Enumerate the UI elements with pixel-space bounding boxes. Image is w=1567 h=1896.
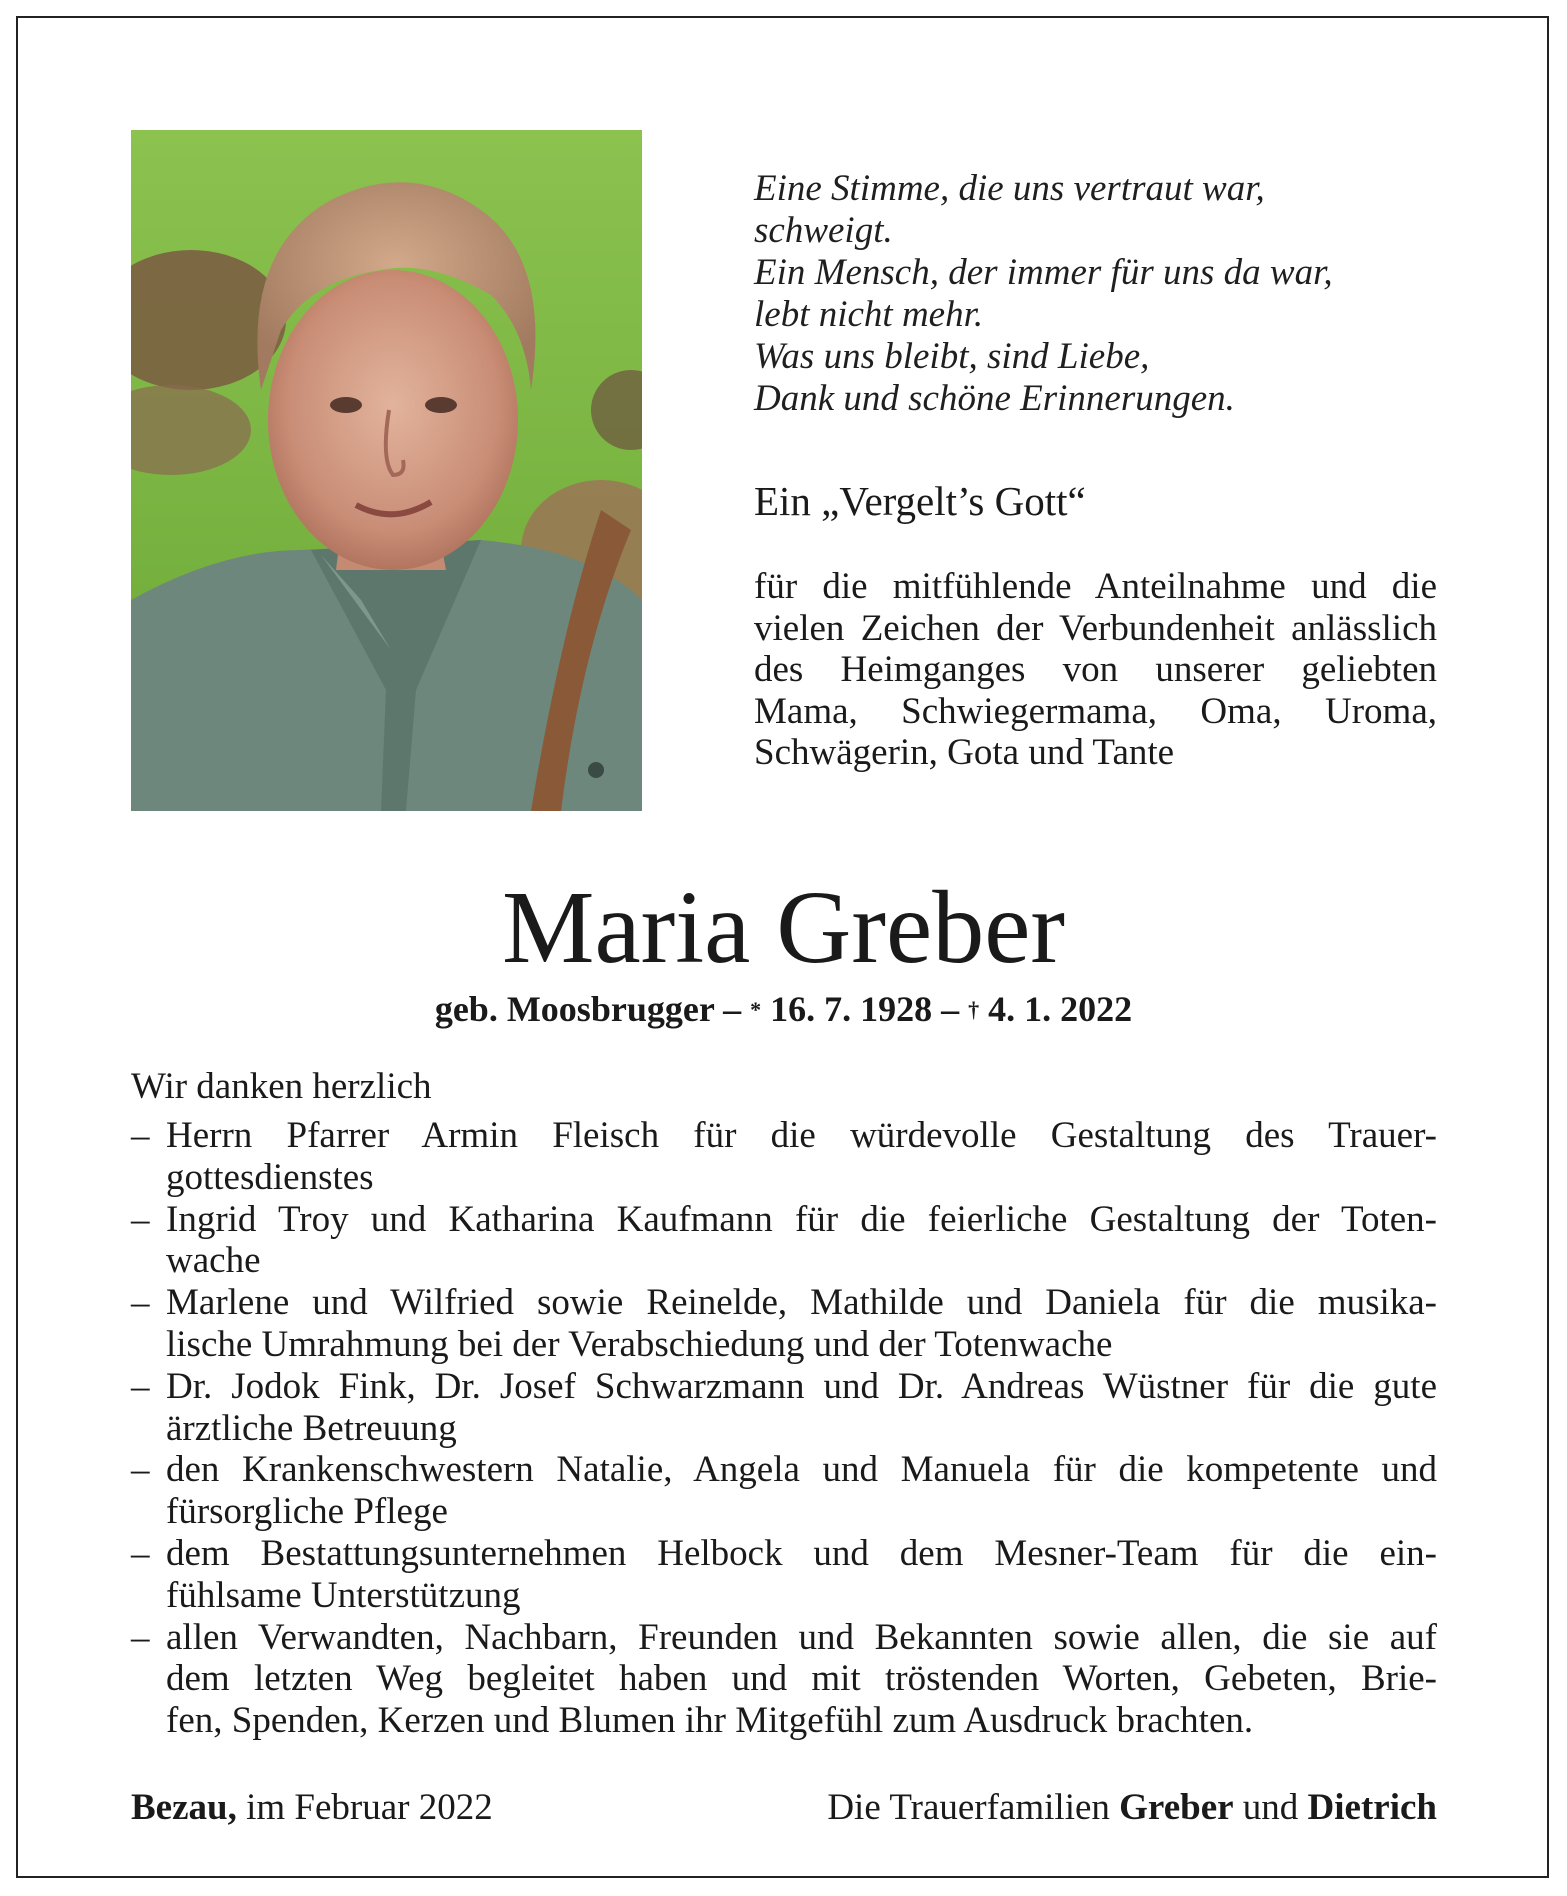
list-item	[131, 1115, 1437, 1199]
poem-line: lebt nicht mehr.	[754, 294, 984, 335]
poem-line: schweigt.	[754, 210, 893, 251]
list-line: fühlsame Unterstützung	[166, 1574, 521, 1616]
deceased-name: Maria Greber	[501, 870, 1065, 985]
list-dash: –	[131, 1115, 150, 1156]
list-item	[131, 1282, 1437, 1366]
list-line: fen, Spenden, Kerzen und Blumen ihr Mitgefühl zum Ausdruck brachten.	[166, 1700, 1254, 1742]
place: Bezau,	[131, 1787, 237, 1828]
separator: –	[714, 989, 751, 1029]
date: im Februar 2022	[236, 1787, 493, 1828]
death-date: 4. 1. 2022	[979, 989, 1133, 1029]
list-line: dem Bestattungsunternehmen Helbock und dem Mesner-Team für die ein-	[166, 1532, 1437, 1574]
birth-date: 16. 7. 1928	[761, 989, 933, 1029]
list-line: gottesdienstes	[166, 1156, 374, 1198]
list-dash: –	[131, 1282, 150, 1324]
family-name-2: Dietrich	[1307, 1787, 1437, 1828]
list-dash: –	[131, 1532, 150, 1574]
list-dash: –	[131, 1616, 150, 1658]
poem-line: Was uns bleibt, sind Liebe,	[754, 336, 1150, 377]
family-and: und	[1233, 1787, 1308, 1828]
list-item	[131, 1199, 1437, 1283]
list-line: Marlene und Wilfried sowie Reinelde, Mathilde und Daniela für die musika-	[166, 1282, 1437, 1324]
list-line: den Krankenschwestern Natalie, Angela und Manuela für die kompetente und	[166, 1449, 1437, 1491]
list-item	[131, 1617, 1437, 1742]
list-dash: –	[131, 1198, 150, 1240]
thanks-paragraph: für die mitfühlende Anteilnahme und die vielen Zeichen der Verbundenheit anlässlich des Heimganges von unserer geliebten Mama, Schwiegermama, Oma, Uroma, Schwägerin, Gota und Tante	[754, 566, 1437, 773]
list-item	[131, 1449, 1437, 1533]
poem-line: Dank und schöne Erinnerungen.	[754, 378, 1235, 419]
place-date	[131, 1786, 493, 1830]
list-dash: –	[131, 1449, 150, 1491]
birth-death-line	[0, 987, 1567, 1036]
list-line: fürsorgliche Pflege	[166, 1491, 448, 1533]
born-symbol: *	[750, 997, 762, 1022]
portrait-photo	[131, 130, 642, 811]
family-signature	[827, 1786, 1437, 1830]
thanks-list-intro: Wir danken herzlich	[131, 1066, 432, 1107]
list-line: wache	[166, 1240, 261, 1282]
list-item	[131, 1366, 1437, 1450]
poem-line: Ein Mensch, der immer für uns da war,	[754, 252, 1333, 293]
poem	[754, 168, 1454, 420]
list-line: ärztliche Betreuung	[166, 1407, 457, 1449]
list-line: Herrn Pfarrer Armin Fleisch für die würdevolle Gestaltung des Trauer-	[166, 1115, 1437, 1156]
poem-line: Eine Stimme, die uns vertraut war,	[754, 168, 1265, 209]
list-item	[131, 1533, 1437, 1617]
list-line: dem letzten Weg begleitet haben und mit tröstenden Worten, Gebeten, Brie-	[166, 1658, 1437, 1700]
family-prefix: Die Trauerfamilien	[827, 1787, 1120, 1828]
thanks-list	[131, 1115, 1437, 1742]
separator: –	[932, 989, 969, 1029]
died-symbol: †	[968, 997, 980, 1022]
list-line: lische Umrahmung bei der Verabschiedung und der Totenwache	[166, 1323, 1113, 1365]
list-dash: –	[131, 1365, 150, 1407]
vergelts-gott-heading: Ein „Vergelt’s Gott“	[754, 478, 1086, 524]
family-name-1: Greber	[1119, 1787, 1234, 1828]
maiden-name: geb. Moosbrugger	[434, 989, 715, 1029]
list-line: Dr. Jodok Fink, Dr. Josef Schwarzmann und Dr. Andreas Wüstner für die gute	[166, 1365, 1437, 1407]
list-line: Ingrid Troy und Katharina Kaufmann für die feierliche Gestaltung der Toten-	[166, 1198, 1437, 1240]
list-line: allen Verwandten, Nachbarn, Freunden und Bekannten sowie allen, die sie auf	[166, 1616, 1437, 1658]
